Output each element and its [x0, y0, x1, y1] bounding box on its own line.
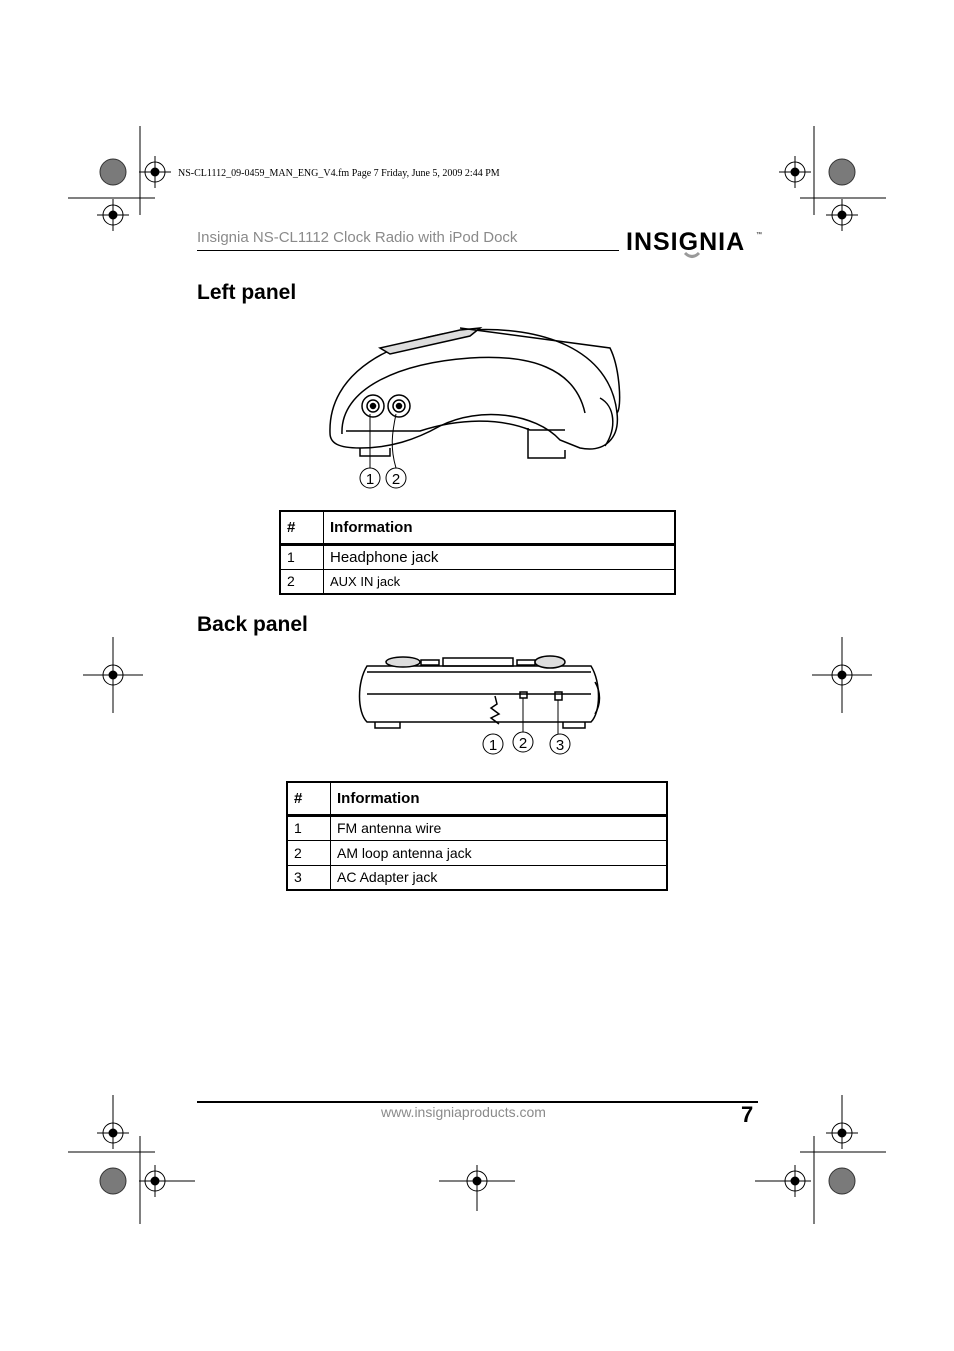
- table-row: [287, 865, 667, 890]
- fm-antenna-wire-icon: [491, 696, 499, 724]
- table-header-cell: #: [287, 782, 331, 815]
- back-panel-illustration: [355, 652, 605, 760]
- logo-text: INSIGNIA: [626, 228, 746, 256]
- table-cell: 2: [287, 840, 331, 865]
- table-cell: Headphone jack: [324, 544, 676, 569]
- back-panel-heading: Back panel: [197, 613, 308, 636]
- file-slug: NS-CL1112_09-0459_MAN_ENG_V4.fm Page 7 Friday, June 5, 2009 2:44 PM: [178, 168, 500, 179]
- left-panel-table: [279, 510, 676, 595]
- footer-url: www.insigniaproducts.com: [381, 1104, 546, 1120]
- table-row: [287, 815, 667, 840]
- callout-label: 1: [365, 471, 375, 488]
- header-title: Insignia NS-CL1112 Clock Radio with iPod Dock: [197, 229, 518, 246]
- page-number: 7: [741, 1102, 754, 1127]
- left-panel-heading: Left panel: [197, 281, 297, 304]
- table-cell: AUX IN jack: [324, 569, 676, 594]
- back-panel-table: [286, 781, 668, 891]
- callout-label: 2: [518, 735, 528, 752]
- table-header-row: [287, 782, 667, 815]
- am-antenna-jack-icon: [520, 692, 527, 698]
- table-header-cell: #: [280, 511, 324, 544]
- callout-label: 2: [391, 471, 401, 488]
- callout-label: 3: [555, 737, 565, 754]
- header-rule: [197, 250, 619, 251]
- left-panel-illustration: [320, 318, 625, 498]
- table-cell: 2: [280, 569, 324, 594]
- table-row: [280, 544, 675, 569]
- table-row: [287, 840, 667, 865]
- table-header-cell: Information: [324, 511, 676, 544]
- footer-rule: [197, 1101, 758, 1103]
- insignia-logo: [626, 222, 766, 262]
- ac-adapter-jack-icon: [555, 692, 562, 700]
- table-cell: 3: [287, 865, 331, 890]
- table-cell: AM loop antenna jack: [331, 840, 668, 865]
- table-cell: FM antenna wire: [331, 815, 668, 840]
- table-cell: 1: [287, 815, 331, 840]
- callout-label: 1: [488, 737, 498, 754]
- table-header-row: [280, 511, 675, 544]
- table-cell: 1: [280, 544, 324, 569]
- table-cell: AC Adapter jack: [331, 865, 668, 890]
- logo-trademark: ™: [756, 232, 762, 238]
- table-row: [280, 569, 675, 594]
- table-header-cell: Information: [331, 782, 668, 815]
